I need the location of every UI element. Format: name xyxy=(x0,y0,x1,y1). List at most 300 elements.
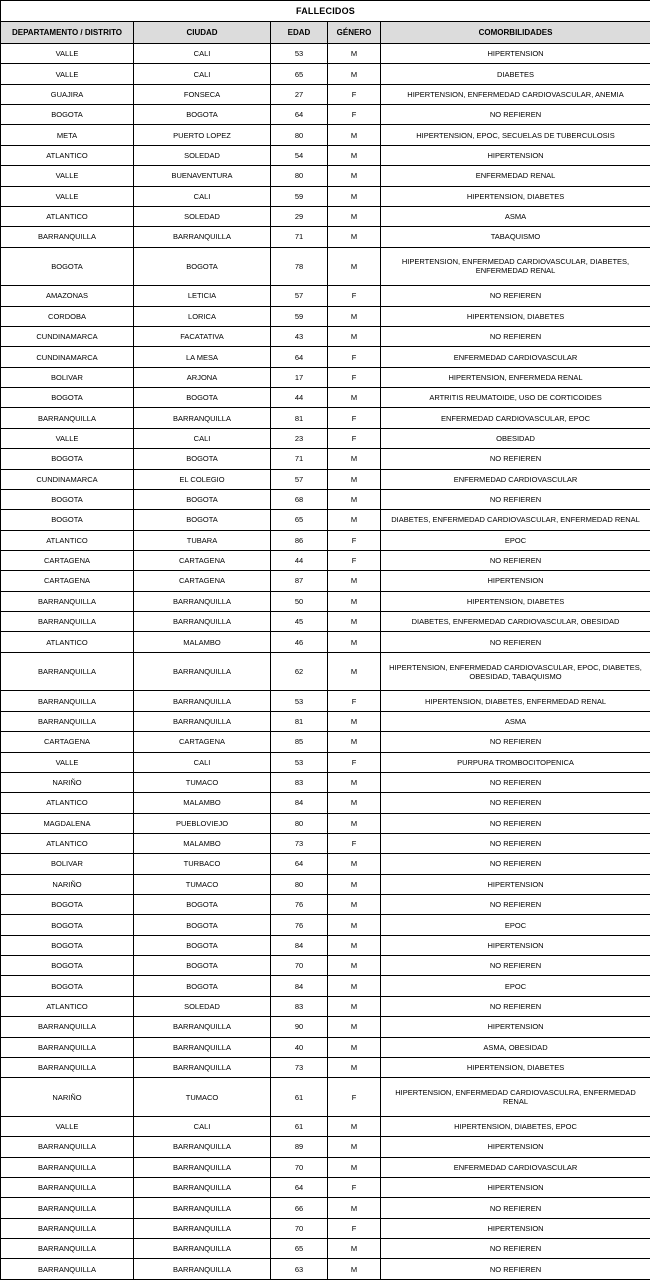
cell-edad: 66 xyxy=(271,1198,328,1218)
cell-departamento: NARIÑO xyxy=(1,772,134,792)
cell-genero: M xyxy=(328,895,381,915)
cell-departamento: BARRANQUILLA xyxy=(1,1017,134,1037)
cell-ciudad: MALAMBO xyxy=(134,632,271,652)
cell-genero: M xyxy=(328,489,381,509)
cell-ciudad: CALI xyxy=(134,428,271,448)
cell-ciudad: BUENAVENTURA xyxy=(134,166,271,186)
table-row xyxy=(1,571,650,591)
table-row xyxy=(1,64,650,84)
cell-genero: M xyxy=(328,956,381,976)
cell-comorbilidades: HIPERTENSION xyxy=(381,1218,650,1238)
table-row xyxy=(1,1198,650,1218)
cell-ciudad: MALAMBO xyxy=(134,793,271,813)
cell-comorbilidades: NO REFIEREN xyxy=(381,813,650,833)
cell-ciudad: ARJONA xyxy=(134,367,271,387)
cell-edad: 23 xyxy=(271,428,328,448)
cell-comorbilidades: NO REFIEREN xyxy=(381,1198,650,1218)
cell-departamento: BARRANQUILLA xyxy=(1,1157,134,1177)
cell-genero: F xyxy=(328,1178,381,1198)
cell-genero: M xyxy=(328,1017,381,1037)
cell-genero: F xyxy=(328,550,381,570)
table-row xyxy=(1,327,650,347)
table-row xyxy=(1,145,650,165)
cell-edad: 80 xyxy=(271,874,328,894)
table-head xyxy=(1,1,650,44)
cell-departamento: BOLIVAR xyxy=(1,367,134,387)
cell-ciudad: CALI xyxy=(134,44,271,64)
table-body xyxy=(1,44,650,1280)
cell-comorbilidades: HIPERTENSION, DIABETES xyxy=(381,306,650,326)
cell-departamento: BARRANQUILLA xyxy=(1,1259,134,1280)
cell-comorbilidades: NO REFIEREN xyxy=(381,550,650,570)
cell-departamento: BOLIVAR xyxy=(1,854,134,874)
cell-edad: 85 xyxy=(271,732,328,752)
cell-departamento: CARTAGENA xyxy=(1,732,134,752)
cell-ciudad: BARRANQUILLA xyxy=(134,1198,271,1218)
table-row xyxy=(1,247,650,286)
cell-ciudad: CALI xyxy=(134,186,271,206)
cell-edad: 40 xyxy=(271,1037,328,1057)
cell-departamento: BOGOTA xyxy=(1,388,134,408)
cell-edad: 83 xyxy=(271,996,328,1016)
cell-comorbilidades: NO REFIEREN xyxy=(381,895,650,915)
cell-ciudad: BOGOTA xyxy=(134,388,271,408)
cell-ciudad: BOGOTA xyxy=(134,915,271,935)
table-row xyxy=(1,530,650,550)
cell-edad: 61 xyxy=(271,1078,328,1117)
cell-edad: 44 xyxy=(271,388,328,408)
cell-comorbilidades: TABAQUISMO xyxy=(381,227,650,247)
cell-genero: F xyxy=(328,691,381,711)
cell-edad: 76 xyxy=(271,895,328,915)
cell-ciudad: BOGOTA xyxy=(134,105,271,125)
cell-departamento: META xyxy=(1,125,134,145)
cell-edad: 83 xyxy=(271,772,328,792)
cell-edad: 86 xyxy=(271,530,328,550)
table-row xyxy=(1,44,650,64)
cell-genero: M xyxy=(328,915,381,935)
cell-ciudad: SOLEDAD xyxy=(134,145,271,165)
cell-comorbilidades: NO REFIEREN xyxy=(381,327,650,347)
cell-comorbilidades: ARTRITIS REUMATOIDE, USO DE CORTICOIDES xyxy=(381,388,650,408)
table-row xyxy=(1,1057,650,1077)
cell-comorbilidades: HIPERTENSION, ENFERMEDAD CARDIOVASCULAR, DIABETES, ENFERMEDAD RENAL xyxy=(381,247,650,286)
cell-ciudad: BOGOTA xyxy=(134,489,271,509)
cell-edad: 80 xyxy=(271,125,328,145)
cell-ciudad: CALI xyxy=(134,1116,271,1136)
table-row xyxy=(1,510,650,530)
cell-edad: 65 xyxy=(271,1239,328,1259)
cell-ciudad: BARRANQUILLA xyxy=(134,1239,271,1259)
cell-departamento: BARRANQUILLA xyxy=(1,1037,134,1057)
cell-comorbilidades: EPOC xyxy=(381,530,650,550)
cell-ciudad: LETICIA xyxy=(134,286,271,306)
cell-comorbilidades: DIABETES, ENFERMEDAD CARDIOVASCULAR, ENFERMEDAD RENAL xyxy=(381,510,650,530)
cell-edad: 70 xyxy=(271,1157,328,1177)
cell-ciudad: TUMACO xyxy=(134,772,271,792)
cell-ciudad: BOGOTA xyxy=(134,449,271,469)
cell-ciudad: BARRANQUILLA xyxy=(134,1178,271,1198)
cell-comorbilidades: NO REFIEREN xyxy=(381,632,650,652)
cell-ciudad: CALI xyxy=(134,752,271,772)
cell-ciudad: BOGOTA xyxy=(134,956,271,976)
table-row xyxy=(1,1239,650,1259)
cell-departamento: CORDOBA xyxy=(1,306,134,326)
cell-departamento: BARRANQUILLA xyxy=(1,711,134,731)
table-row xyxy=(1,306,650,326)
cell-comorbilidades: HIPERTENSION, DIABETES xyxy=(381,591,650,611)
cell-edad: 73 xyxy=(271,833,328,853)
cell-ciudad: FONSECA xyxy=(134,84,271,104)
cell-departamento: ATLANTICO xyxy=(1,206,134,226)
cell-ciudad: BOGOTA xyxy=(134,895,271,915)
cell-departamento: ATLANTICO xyxy=(1,632,134,652)
table-row xyxy=(1,711,650,731)
cell-edad: 84 xyxy=(271,976,328,996)
cell-departamento: NARIÑO xyxy=(1,1078,134,1117)
table-row xyxy=(1,428,650,448)
cell-ciudad: BARRANQUILLA xyxy=(134,591,271,611)
table-row xyxy=(1,1178,650,1198)
cell-comorbilidades: ENFERMEDAD CARDIOVASCULAR xyxy=(381,469,650,489)
cell-ciudad: BOGOTA xyxy=(134,510,271,530)
cell-departamento: BARRANQUILLA xyxy=(1,1239,134,1259)
cell-ciudad: TUMACO xyxy=(134,874,271,894)
cell-genero: M xyxy=(328,632,381,652)
cell-departamento: BOGOTA xyxy=(1,976,134,996)
cell-departamento: BARRANQUILLA xyxy=(1,591,134,611)
cell-genero: M xyxy=(328,227,381,247)
cell-departamento: BOGOTA xyxy=(1,915,134,935)
cell-comorbilidades: ENFERMEDAD CARDIOVASCULAR xyxy=(381,1157,650,1177)
cell-genero: F xyxy=(328,1218,381,1238)
cell-edad: 27 xyxy=(271,84,328,104)
cell-edad: 70 xyxy=(271,1218,328,1238)
cell-genero: F xyxy=(328,367,381,387)
cell-comorbilidades: HIPERTENSION xyxy=(381,874,650,894)
cell-edad: 45 xyxy=(271,612,328,632)
cell-comorbilidades: ASMA xyxy=(381,711,650,731)
cell-departamento: ATLANTICO xyxy=(1,793,134,813)
cell-genero: M xyxy=(328,186,381,206)
cell-departamento: BOGOTA xyxy=(1,105,134,125)
table-title-row xyxy=(1,1,650,22)
table-row xyxy=(1,772,650,792)
cell-departamento: CARTAGENA xyxy=(1,550,134,570)
cell-edad: 63 xyxy=(271,1259,328,1280)
cell-ciudad: FACATATIVA xyxy=(134,327,271,347)
cell-ciudad: BARRANQUILLA xyxy=(134,711,271,731)
cell-ciudad: CARTAGENA xyxy=(134,732,271,752)
cell-genero: M xyxy=(328,44,381,64)
cell-comorbilidades: HIPERTENSION xyxy=(381,571,650,591)
table-row xyxy=(1,956,650,976)
cell-edad: 78 xyxy=(271,247,328,286)
table-row xyxy=(1,874,650,894)
cell-edad: 61 xyxy=(271,1116,328,1136)
cell-edad: 29 xyxy=(271,206,328,226)
cell-ciudad: BOGOTA xyxy=(134,935,271,955)
cell-departamento: BARRANQUILLA xyxy=(1,227,134,247)
cell-edad: 84 xyxy=(271,793,328,813)
cell-departamento: BOGOTA xyxy=(1,510,134,530)
cell-genero: F xyxy=(328,833,381,853)
cell-departamento: BOGOTA xyxy=(1,489,134,509)
cell-genero: M xyxy=(328,1116,381,1136)
cell-ciudad: CALI xyxy=(134,64,271,84)
cell-genero: M xyxy=(328,935,381,955)
cell-comorbilidades: NO REFIEREN xyxy=(381,449,650,469)
table-row xyxy=(1,166,650,186)
cell-departamento: ATLANTICO xyxy=(1,530,134,550)
column-header-comorbilidades: COMORBILIDADES xyxy=(381,22,650,44)
cell-ciudad: BARRANQUILLA xyxy=(134,612,271,632)
cell-edad: 73 xyxy=(271,1057,328,1077)
cell-edad: 53 xyxy=(271,44,328,64)
cell-comorbilidades: HIPERTENSION xyxy=(381,1178,650,1198)
cell-comorbilidades: HIPERTENSION, ENFERMEDA RENAL xyxy=(381,367,650,387)
cell-edad: 54 xyxy=(271,145,328,165)
cell-edad: 70 xyxy=(271,956,328,976)
cell-edad: 80 xyxy=(271,813,328,833)
table-row xyxy=(1,1116,650,1136)
cell-comorbilidades: NO REFIEREN xyxy=(381,105,650,125)
table-row xyxy=(1,388,650,408)
cell-edad: 17 xyxy=(271,367,328,387)
cell-ciudad: EL COLEGIO xyxy=(134,469,271,489)
cell-genero: M xyxy=(328,591,381,611)
cell-departamento: BARRANQUILLA xyxy=(1,1178,134,1198)
cell-ciudad: BARRANQUILLA xyxy=(134,652,271,691)
cell-departamento: BOGOTA xyxy=(1,895,134,915)
cell-comorbilidades: ENFERMEDAD CARDIOVASCULAR xyxy=(381,347,650,367)
cell-edad: 90 xyxy=(271,1017,328,1037)
cell-edad: 43 xyxy=(271,327,328,347)
cell-ciudad: PUEBLOVIEJO xyxy=(134,813,271,833)
table-row xyxy=(1,286,650,306)
cell-genero: M xyxy=(328,1157,381,1177)
cell-departamento: BOGOTA xyxy=(1,935,134,955)
cell-ciudad: BARRANQUILLA xyxy=(134,691,271,711)
cell-comorbilidades: NO REFIEREN xyxy=(381,772,650,792)
cell-genero: M xyxy=(328,1037,381,1057)
cell-departamento: ATLANTICO xyxy=(1,996,134,1016)
cell-comorbilidades: HIPERTENSION xyxy=(381,935,650,955)
table-row xyxy=(1,449,650,469)
cell-ciudad: TURBACO xyxy=(134,854,271,874)
cell-genero: M xyxy=(328,772,381,792)
cell-departamento: BOGOTA xyxy=(1,247,134,286)
cell-genero: M xyxy=(328,388,381,408)
table-row xyxy=(1,186,650,206)
cell-edad: 59 xyxy=(271,186,328,206)
cell-departamento: BARRANQUILLA xyxy=(1,1198,134,1218)
cell-genero: M xyxy=(328,145,381,165)
cell-edad: 59 xyxy=(271,306,328,326)
cell-comorbilidades: NO REFIEREN xyxy=(381,793,650,813)
cell-comorbilidades: EPOC xyxy=(381,976,650,996)
cell-comorbilidades: HIPERTENSION, DIABETES xyxy=(381,186,650,206)
table-row xyxy=(1,1037,650,1057)
cell-edad: 80 xyxy=(271,166,328,186)
cell-edad: 50 xyxy=(271,591,328,611)
table-row xyxy=(1,935,650,955)
cell-ciudad: TUMACO xyxy=(134,1078,271,1117)
cell-comorbilidades: NO REFIEREN xyxy=(381,1239,650,1259)
table-row xyxy=(1,489,650,509)
cell-edad: 64 xyxy=(271,347,328,367)
table-title: FALLECIDOS xyxy=(1,1,650,22)
cell-edad: 84 xyxy=(271,935,328,955)
table-row xyxy=(1,84,650,104)
cell-departamento: GUAJIRA xyxy=(1,84,134,104)
cell-ciudad: BARRANQUILLA xyxy=(134,1259,271,1280)
cell-edad: 89 xyxy=(271,1137,328,1157)
cell-comorbilidades: ASMA xyxy=(381,206,650,226)
cell-edad: 76 xyxy=(271,915,328,935)
cell-genero: M xyxy=(328,449,381,469)
cell-comorbilidades: OBESIDAD xyxy=(381,428,650,448)
cell-comorbilidades: NO REFIEREN xyxy=(381,732,650,752)
cell-genero: F xyxy=(328,428,381,448)
cell-genero: M xyxy=(328,976,381,996)
cell-edad: 71 xyxy=(271,227,328,247)
cell-edad: 57 xyxy=(271,469,328,489)
cell-departamento: AMAZONAS xyxy=(1,286,134,306)
cell-genero: M xyxy=(328,510,381,530)
cell-comorbilidades: HIPERTENSION, ENFERMEDAD CARDIOVASCULAR, ANEMIA xyxy=(381,84,650,104)
cell-comorbilidades: HIPERTENSION xyxy=(381,1137,650,1157)
cell-ciudad: BARRANQUILLA xyxy=(134,408,271,428)
cell-departamento: VALLE xyxy=(1,166,134,186)
cell-departamento: ATLANTICO xyxy=(1,833,134,853)
cell-comorbilidades: EPOC xyxy=(381,915,650,935)
cell-comorbilidades: HIPERTENSION, DIABETES, ENFERMEDAD RENAL xyxy=(381,691,650,711)
column-header-ciudad: CIUDAD xyxy=(134,22,271,44)
table-row xyxy=(1,632,650,652)
cell-genero: M xyxy=(328,125,381,145)
cell-edad: 57 xyxy=(271,286,328,306)
cell-departamento: ATLANTICO xyxy=(1,145,134,165)
cell-edad: 81 xyxy=(271,408,328,428)
cell-departamento: CARTAGENA xyxy=(1,571,134,591)
cell-departamento: VALLE xyxy=(1,64,134,84)
cell-genero: M xyxy=(328,469,381,489)
cell-genero: F xyxy=(328,347,381,367)
cell-genero: M xyxy=(328,1057,381,1077)
cell-genero: M xyxy=(328,206,381,226)
cell-edad: 71 xyxy=(271,449,328,469)
cell-genero: F xyxy=(328,530,381,550)
cell-edad: 87 xyxy=(271,571,328,591)
cell-genero: M xyxy=(328,1259,381,1280)
cell-comorbilidades: HIPERTENSION, EPOC, SECUELAS DE TUBERCULOSIS xyxy=(381,125,650,145)
cell-ciudad: BARRANQUILLA xyxy=(134,1157,271,1177)
table-row xyxy=(1,408,650,428)
cell-ciudad: BARRANQUILLA xyxy=(134,1137,271,1157)
cell-departamento: BARRANQUILLA xyxy=(1,408,134,428)
cell-ciudad: BARRANQUILLA xyxy=(134,1057,271,1077)
cell-comorbilidades: HIPERTENSION xyxy=(381,44,650,64)
cell-departamento: CUNDINAMARCA xyxy=(1,347,134,367)
cell-ciudad: CARTAGENA xyxy=(134,571,271,591)
cell-genero: M xyxy=(328,1137,381,1157)
cell-edad: 64 xyxy=(271,1178,328,1198)
table-row xyxy=(1,550,650,570)
table-row xyxy=(1,1157,650,1177)
cell-genero: M xyxy=(328,711,381,731)
cell-genero: M xyxy=(328,1239,381,1259)
cell-departamento: VALLE xyxy=(1,428,134,448)
cell-genero: F xyxy=(328,286,381,306)
column-header-edad: EDAD xyxy=(271,22,328,44)
cell-departamento: VALLE xyxy=(1,186,134,206)
cell-comorbilidades: HIPERTENSION, DIABETES xyxy=(381,1057,650,1077)
cell-edad: 65 xyxy=(271,64,328,84)
table-row xyxy=(1,125,650,145)
cell-edad: 62 xyxy=(271,652,328,691)
cell-edad: 44 xyxy=(271,550,328,570)
cell-ciudad: MALAMBO xyxy=(134,833,271,853)
column-header-genero: GÉNERO xyxy=(328,22,381,44)
cell-genero: M xyxy=(328,327,381,347)
cell-genero: M xyxy=(328,571,381,591)
cell-ciudad: BARRANQUILLA xyxy=(134,1037,271,1057)
cell-genero: M xyxy=(328,813,381,833)
table-row xyxy=(1,854,650,874)
cell-comorbilidades: DIABETES, ENFERMEDAD CARDIOVASCULAR, OBESIDAD xyxy=(381,612,650,632)
cell-departamento: VALLE xyxy=(1,44,134,64)
cell-edad: 64 xyxy=(271,854,328,874)
cell-genero: F xyxy=(328,84,381,104)
cell-genero: F xyxy=(328,408,381,428)
table-row xyxy=(1,793,650,813)
cell-ciudad: LORICA xyxy=(134,306,271,326)
cell-comorbilidades: DIABETES xyxy=(381,64,650,84)
table-header-row xyxy=(1,22,650,44)
cell-comorbilidades: PURPURA TROMBOCITOPENICA xyxy=(381,752,650,772)
cell-comorbilidades: HIPERTENSION, DIABETES, EPOC xyxy=(381,1116,650,1136)
cell-genero: F xyxy=(328,1078,381,1117)
cell-ciudad: TUBARA xyxy=(134,530,271,550)
table-row xyxy=(1,612,650,632)
cell-departamento: BARRANQUILLA xyxy=(1,691,134,711)
cell-departamento: NARIÑO xyxy=(1,874,134,894)
table-row xyxy=(1,105,650,125)
cell-departamento: CUNDINAMARCA xyxy=(1,327,134,347)
cell-departamento: VALLE xyxy=(1,1116,134,1136)
table-row xyxy=(1,813,650,833)
cell-comorbilidades: ENFERMEDAD RENAL xyxy=(381,166,650,186)
cell-genero: M xyxy=(328,1198,381,1218)
cell-genero: M xyxy=(328,854,381,874)
table-row xyxy=(1,833,650,853)
cell-comorbilidades: NO REFIEREN xyxy=(381,854,650,874)
cell-departamento: BARRANQUILLA xyxy=(1,1057,134,1077)
cell-comorbilidades: NO REFIEREN xyxy=(381,489,650,509)
cell-genero: M xyxy=(328,612,381,632)
cell-departamento: BOGOTA xyxy=(1,449,134,469)
table-row xyxy=(1,227,650,247)
table-row xyxy=(1,367,650,387)
table-row xyxy=(1,895,650,915)
cell-genero: M xyxy=(328,793,381,813)
cell-ciudad: SOLEDAD xyxy=(134,996,271,1016)
cell-departamento: CUNDINAMARCA xyxy=(1,469,134,489)
cell-edad: 53 xyxy=(271,752,328,772)
cell-ciudad: SOLEDAD xyxy=(134,206,271,226)
cell-comorbilidades: HIPERTENSION xyxy=(381,145,650,165)
